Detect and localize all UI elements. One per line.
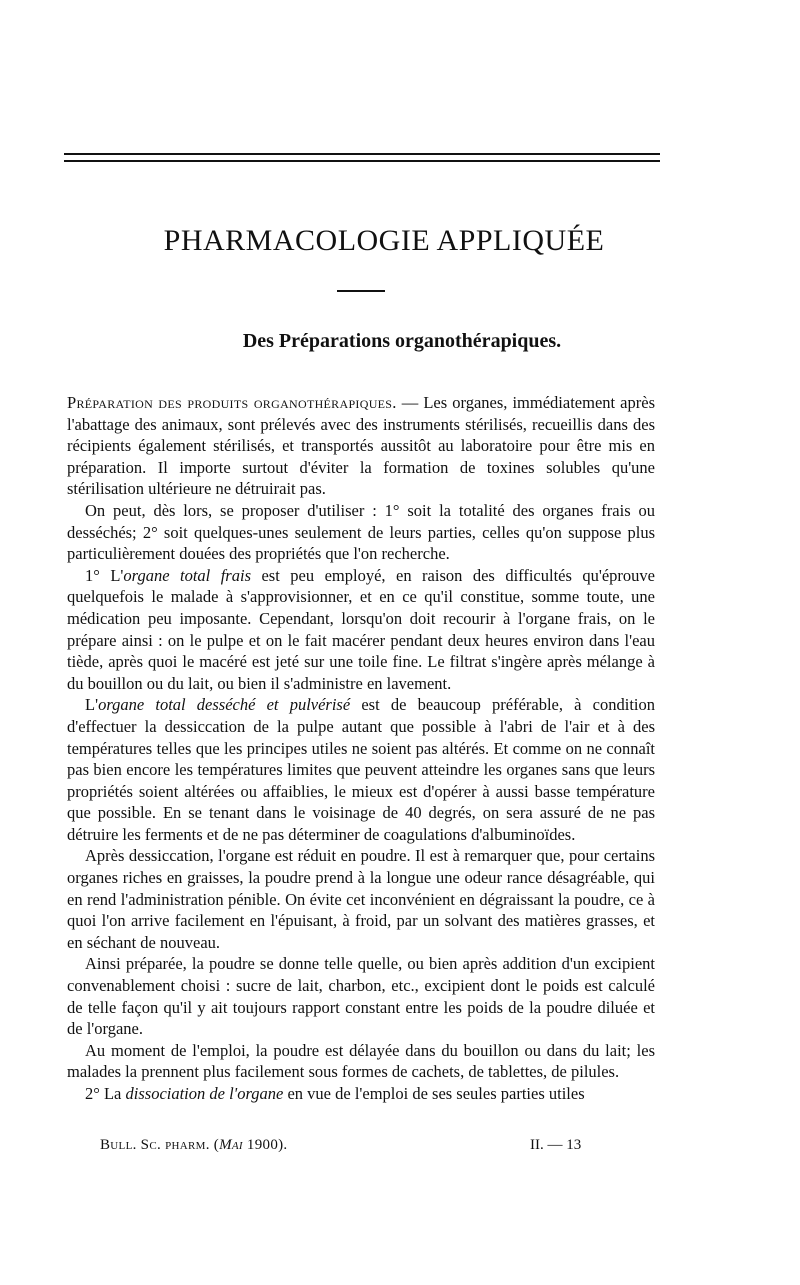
paragraph-8 — [67, 1083, 655, 1105]
journal-citation — [100, 1137, 287, 1154]
header-rule-bottom — [64, 160, 660, 162]
italic-term: organe total frais — [123, 565, 251, 585]
text-span: 2° La — [85, 1084, 126, 1103]
paragraph-7: Au moment de l'emploi, la poudre est délayée dans du bouillon ou dans du lait; les malades la prennent plus facilement sous formes de cachets, de tablettes, de pilules. — [67, 1040, 655, 1082]
text-span: en vue de l'emploi de ses seules parties utiles — [283, 1084, 585, 1103]
italic-term: organe total desséché et pulvérisé — [98, 695, 351, 715]
text-span: Bull. Sc. pharm. ( — [100, 1137, 220, 1153]
title-divider — [337, 290, 385, 292]
paragraph-4 — [67, 694, 655, 845]
text-span: est peu employé, en raison des difficultés qu'éprouve quelquefois le malade à s'approvisionner, et en ce qu'il constitue, somme toute, une médication peu imposante. Cependant, lorsqu'on doit recourir à l'organe frais, on le prépare ainsi : on le pulpe et on le fait macérer pendant deux heures environ dans l'eau tiède, après quoi le macéré est jeté sur une toile fine. Le filtrat s'ingère après mélange à du bouillon ou du lait, ou bien il s'administre en lavement. — [67, 565, 656, 693]
italic-term: Mai — [219, 1137, 243, 1153]
paragraph-lead: Préparation des produits organothérapiques. — [67, 393, 397, 412]
text-span: est de beaucoup préférable, à condition d'effectuer la dessiccation de la pulpe autant que possible à l'abri de l'air et à des températures telles que les principes utiles ne soient pas altérés. Et comme on ne connaît pas bien encore les températures limites que peuvent atteindre les organes sans que leurs propriétés soient altérées ou affaiblies, le mieux est d'opérer à aussi basse température que possible. En se tenant dans le voisinage de 40 degrés, on sera assuré de ne pas détruire les ferments et de ne pas déterminer de coagulations d'albuminoïdes. — [67, 695, 655, 844]
header-rule-top — [64, 153, 660, 155]
page-number: II. — 13 — [530, 1137, 582, 1153]
section-title: PHARMACOLOGIE APPLIQUÉE — [163, 224, 605, 257]
paragraph-text: — Les organes, immédiatement après l'abattage des animaux, sont prélevés avec des instruments stérilisés, recueillis dans des récipients également stérilisés, et transportés aussitôt au laboratoire pour être mis en préparation. Il importe surtout d'éviter la formation de toxines solubles qu'une stérilisation ultérieure ne détruirait pas. — [67, 393, 655, 499]
paragraph-5: Après dessiccation, l'organe est réduit en poudre. Il est à remarquer que, pour certains organes riches en graisses, la poudre prend à la longue une odeur rance désagréable, qui en rend l'administration pénible. On évite cet inconvénient en dégraissant la poudre, ce à quoi l'on arrive facilement en l'épuisant, à froid, par un solvant des matières grasses, et en séchant de nouveau. — [67, 846, 655, 952]
text-span: L' — [85, 695, 99, 715]
article-title: Des Préparations organothérapiques. — [242, 330, 562, 352]
paragraph-3 — [67, 565, 655, 695]
paragraph-2: On peut, dès lors, se proposer d'utiliser : 1° soit la totalité des organes frais ou desséchés; 2° soit quelques-unes seulement de leurs parties, celles qu'on suppose plus particulièrement douées des propriétés que l'on recherche. — [67, 500, 655, 564]
text-span: 1900). — [242, 1137, 288, 1153]
paragraph-1 — [67, 392, 655, 500]
italic-term: dissociation de l'organe — [125, 1084, 284, 1103]
paragraph-6: Ainsi préparée, la poudre se donne telle quelle, ou bien après addition d'un excipient convenablement choisi : sucre de lait, charbon, etc., excipient dont le poids est calculé de telle façon qu'il y ait toujours rapport constant entre les poids de la poudre diluée et de l'organe. — [67, 954, 655, 1039]
article-body — [67, 392, 655, 1105]
text-span: 1° L' — [85, 565, 124, 585]
